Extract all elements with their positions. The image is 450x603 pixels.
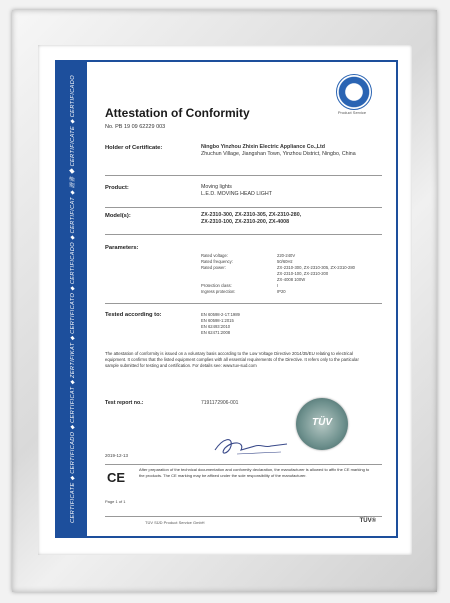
tested-standard: EN 60598-2-17:1989	[201, 312, 240, 317]
models-label: Model(s):	[105, 213, 131, 219]
side-band	[57, 62, 87, 536]
divider	[105, 464, 382, 465]
param-value: ZX-2310-300, ZX-2310-305, ZX-2310-280	[277, 265, 355, 270]
page-number: Page 1 of 1	[105, 499, 126, 504]
divider	[105, 207, 382, 208]
param-value: ZX-2310-100, ZX-2310-200	[277, 271, 329, 276]
tested-standard: EN 62493:2010	[201, 324, 231, 329]
param-value: 50/60Hz	[277, 259, 293, 264]
holder-line1: Ningbo Yinzhou Zhixin Electric Appliance Co.,Ltd	[201, 144, 325, 150]
param-value: ZX-4008 100W	[277, 277, 306, 282]
product-line1: Moving lights	[201, 184, 232, 190]
param-name: Rated power:	[201, 265, 226, 270]
tested-values	[201, 312, 240, 336]
param-name: Rated frequency:	[201, 259, 233, 264]
test-report-label: Test report no.:	[105, 400, 144, 406]
divider	[105, 234, 382, 235]
holder-line2: Zhuchun Village, Jiangshan Town, Yinzhou District, Ningbo, China	[201, 151, 356, 157]
holder-value	[201, 144, 356, 158]
param-names	[201, 253, 235, 295]
param-value: IP20	[277, 289, 286, 294]
tuv-logo-icon	[336, 74, 372, 110]
param-value: I	[277, 283, 279, 288]
certificate	[55, 60, 398, 538]
param-values	[277, 253, 355, 295]
divider	[105, 175, 382, 176]
models-line2: ZX-2310-100, ZX-2310-200, ZX-4008	[201, 219, 290, 225]
footer-text: TÜV SÜD Product Service GmbH	[145, 520, 205, 525]
footer-logo: TÜV®	[359, 518, 376, 524]
tested-standard: EN 60598-1:2015	[201, 318, 234, 323]
holder-label: Holder of Certificate:	[105, 145, 163, 151]
certificate-content	[99, 62, 386, 536]
param-name: Rated voltage:	[201, 253, 229, 258]
certificate-title: Attestation of Conformity	[105, 106, 250, 120]
footer-divider	[105, 516, 382, 517]
models-line1: ZX-2310-300, ZX-2310-305, ZX-2310-280,	[201, 212, 302, 218]
certificate-number: No. PB 19 09 62229 003	[105, 124, 166, 130]
tuv-seal-text: TÜV	[312, 417, 332, 428]
tuv-seal-icon	[296, 398, 348, 450]
divider	[105, 303, 382, 304]
product-line2: L.E.D. MOVING HEAD LIGHT	[201, 191, 272, 197]
tested-label: Tested according to:	[105, 312, 162, 318]
test-report-value: 7191172906-001	[201, 400, 239, 406]
ce-note: After preparation of the technical documentation and conformity declaration, the manufacturer is allowed to affix the CE marking to the products. The CE marking may be affixed under the sole responsibility of the manufacturer.	[139, 467, 370, 478]
models-value	[201, 212, 301, 226]
param-value: 220-240V	[277, 253, 296, 258]
issue-date: 2019-12-13	[105, 453, 129, 458]
logo-label: Product Service	[337, 110, 367, 115]
param-name: Ingress protection:	[201, 289, 236, 294]
product-label: Product:	[105, 185, 129, 191]
product-value	[201, 184, 272, 198]
statement: The attestation of conformity is issued on a voluntary basis according to the Low Voltage Directive 2014/35/EU relating to electrical equipment. It confirms that the listed equipment complies with all essential requirements of the Directive. It refers only to the particular sample submitted for testing and certification. For details see: www.tuv-sud.com	[105, 351, 359, 368]
param-name: Protection class:	[201, 283, 232, 288]
side-band-text: CERTIFICATE ◆ CERTIFICADO ◆ CERTIFICAT ◆ ZERTIFIKAT ◆ CERTIFICATO ◆ CERTIFICADO ◆ CERTIFICAT ◆ 證書 ◆ CERTIFICATE ◆ CERTIFICADO	[70, 75, 76, 523]
tested-standard: EN 62471:2008	[201, 330, 231, 335]
ce-mark: CE	[107, 470, 126, 485]
parameters-label: Parameters:	[105, 245, 139, 251]
signature	[211, 432, 291, 462]
